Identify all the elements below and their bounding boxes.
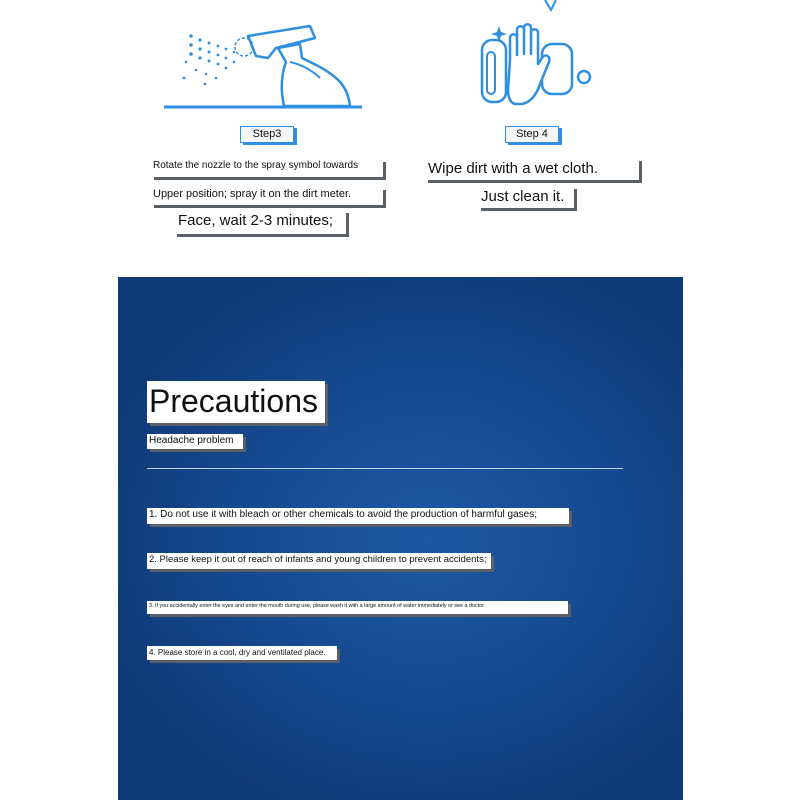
step3-line-1: Rotate the nozzle to the spray symbol towards xyxy=(151,159,383,177)
spray-bottle-icon xyxy=(160,18,365,113)
hand-wipe-icon xyxy=(472,0,597,112)
precaution-item-3: 3. If you accidentally enter the eyes and enter the mouth during use, please wash it with a large amount of water immediately or see a doctor. xyxy=(147,601,568,614)
precaution-item-1: 1. Do not use it with bleach or other chemicals to avoid the production of harmful gases; xyxy=(147,508,569,524)
step4-line-2: Just clean it. xyxy=(478,186,574,208)
precautions-panel xyxy=(118,277,683,800)
step4-badge: Step 4 xyxy=(505,126,559,143)
precautions-subtitle: Headache problem xyxy=(147,434,243,449)
step4-line-1: Wipe dirt with a wet cloth. xyxy=(425,158,639,180)
step3-badge: Step3 xyxy=(240,126,294,143)
step3-line-3: Face, wait 2-3 minutes; xyxy=(174,210,346,234)
precaution-item-4: 4. Please store in a cool, dry and ventilated place. xyxy=(147,646,337,660)
precautions-divider xyxy=(147,468,623,469)
precaution-item-2: 2. Please keep it out of reach of infants and young children to prevent accidents; xyxy=(147,553,491,569)
step3-line-2: Upper position; spray it on the dirt meter. xyxy=(151,187,383,205)
precautions-title: Precautions xyxy=(147,381,325,423)
